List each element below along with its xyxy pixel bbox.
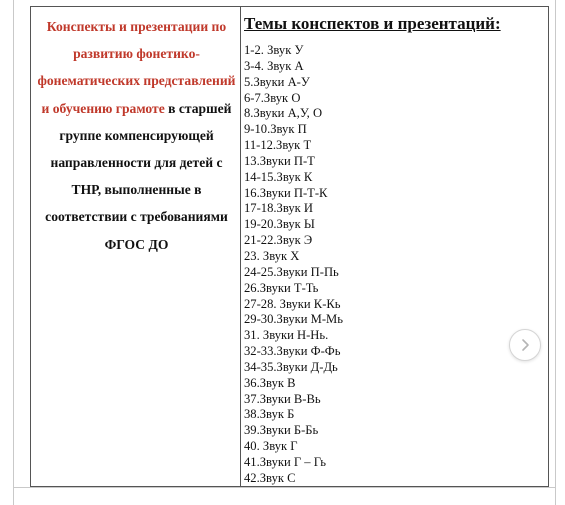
description-cell	[31, 7, 241, 486]
description-highlight: Конспекты и презентации по развитию фонетико-фонематических представлений и обучению грамоте	[37, 19, 236, 116]
topics-cell	[241, 7, 548, 486]
topic-item: 9-10.Звук П	[244, 122, 307, 137]
topic-item: 24-25.Звуки П-Пь	[244, 264, 339, 279]
topic-item: 14-15.Звук К	[244, 169, 313, 184]
topic-item: 36.Звук В	[244, 375, 296, 390]
topic-item: 17-18.Звук И	[244, 201, 314, 216]
topic-item: 37.Звуки В-Вь	[244, 391, 321, 406]
topic-item: 1-2. Звук У	[244, 43, 304, 57]
chevron-right-icon	[518, 338, 532, 352]
topic-item: 26.Звуки Т-Ть	[244, 280, 319, 295]
topics-list	[244, 43, 548, 487]
topic-item: 27-28. Звуки К-Кь	[244, 296, 341, 311]
topic-item: 41.Звуки Г – Гь	[244, 454, 326, 469]
topic-item: 6-7.Звук О	[244, 90, 301, 105]
next-slide-button[interactable]	[509, 329, 541, 361]
topic-item: 38.Звук Б	[244, 407, 295, 422]
topic-item: 32-33.Звуки Ф-Фь	[244, 344, 341, 359]
description-text: в старшей группе компенсирующей направленности для детей с ТНР, выполненные в соответствии с требованиями ФГОС ДО	[45, 100, 232, 252]
topic-item: 13.Звуки П-Т	[244, 153, 315, 168]
divider	[13, 0, 14, 505]
topic-item: 19-20.Звук Ы	[244, 217, 315, 232]
topic-item: 11-12.Звук Т	[244, 138, 312, 153]
document-table	[30, 6, 549, 487]
topic-item: 31. Звуки Н-Нь.	[244, 328, 329, 343]
topics-heading: Темы конспектов и презентаций:	[244, 14, 501, 33]
divider	[13, 487, 556, 488]
divider	[555, 0, 556, 505]
topic-item: 5.Звуки А-У	[244, 74, 310, 89]
topic-item: 16.Звуки П-Т-К	[244, 185, 328, 200]
topic-item: 34-35.Звуки Д-Дь	[244, 359, 338, 374]
topic-item: 42.Звук С	[244, 470, 296, 485]
topic-item: 8.Звуки А,У, О	[244, 106, 323, 121]
topic-item: 23. Звук Х	[244, 248, 300, 263]
topic-item: 21-22.Звук Э	[244, 233, 313, 248]
topic-item: 29-30.Звуки М-Мь	[244, 312, 343, 327]
topic-item: 3-4. Звук А	[244, 58, 304, 73]
topic-item: 40. Звук Г	[244, 439, 298, 454]
topic-item: 39.Звуки Б-Бь	[244, 423, 319, 438]
